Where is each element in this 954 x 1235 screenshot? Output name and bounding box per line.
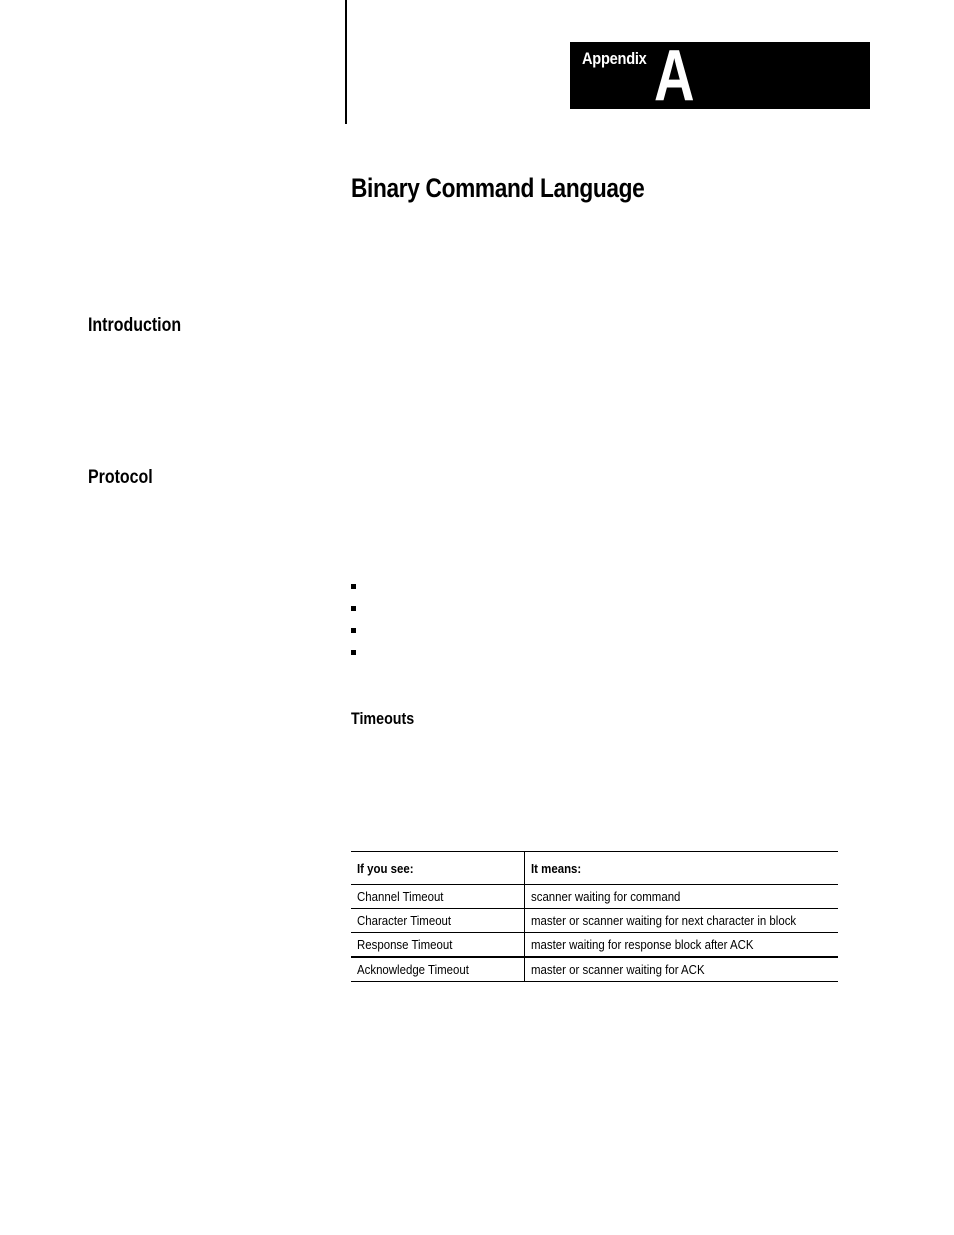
timeout-name: Response Timeout xyxy=(351,933,524,958)
heading-introduction: Introduction xyxy=(88,315,182,336)
margin-rule xyxy=(345,0,347,124)
timeout-table xyxy=(351,851,838,982)
bullet-marker xyxy=(351,584,356,589)
header-it-means: It means: xyxy=(524,852,838,885)
heading-timeouts: Timeouts xyxy=(351,709,415,728)
appendix-letter: A xyxy=(654,42,695,109)
table-row xyxy=(351,957,838,982)
table-row xyxy=(351,909,838,933)
bullet-marker xyxy=(351,606,356,611)
table-row xyxy=(351,933,838,958)
chapter-title: Binary Command Language xyxy=(351,173,645,203)
table-row xyxy=(351,885,838,909)
header-if-you-see: If you see: xyxy=(351,852,524,885)
bullet-marker xyxy=(351,628,356,633)
timeout-meaning: scanner waiting for command xyxy=(524,885,838,909)
timeout-name: Character Timeout xyxy=(351,909,524,933)
timeout-meaning: master or scanner waiting for next character in block xyxy=(524,909,838,933)
table-header-row xyxy=(351,852,838,885)
bullet-list xyxy=(351,584,356,672)
heading-protocol: Protocol xyxy=(88,467,153,488)
timeout-meaning: master or scanner waiting for ACK xyxy=(524,957,838,982)
bullet-marker xyxy=(351,650,356,655)
timeout-meaning: master waiting for response block after ACK xyxy=(524,933,838,958)
timeout-name: Acknowledge Timeout xyxy=(351,957,524,982)
appendix-label: Appendix xyxy=(582,49,647,68)
appendix-tab xyxy=(570,42,870,109)
timeout-name: Channel Timeout xyxy=(351,885,524,909)
